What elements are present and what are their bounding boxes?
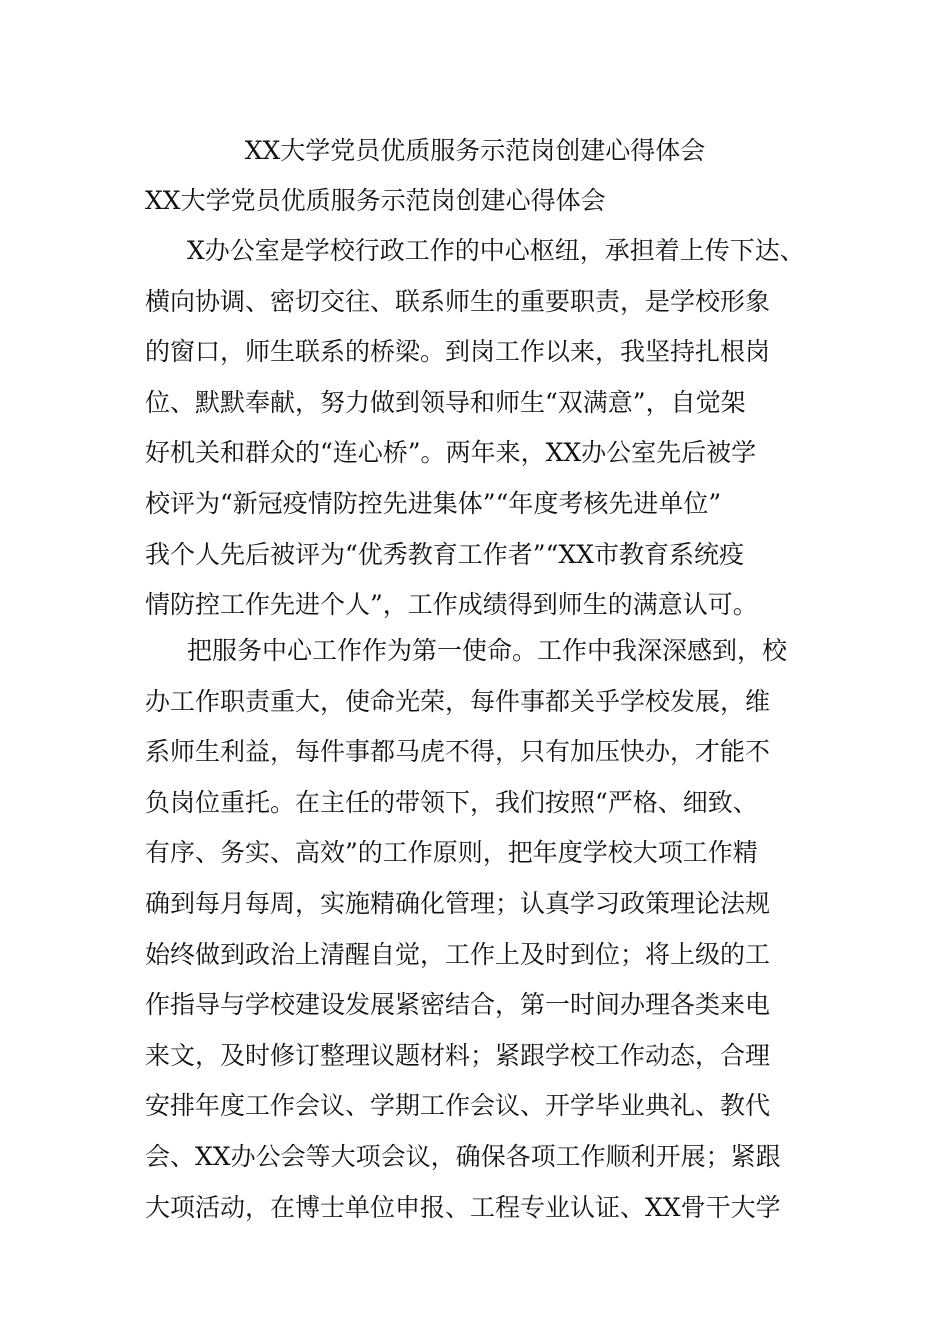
paragraph-line: 负岗位重托。在主任的带领下，我们按照“严格、细致、 <box>145 787 758 817</box>
paragraph-line: 安排年度工作会议、学期工作会议、开学毕业典礼、教代 <box>145 1091 771 1121</box>
document-subtitle: XX大学党员优质服务示范岗创建心得体会 <box>145 186 606 215</box>
paragraph-line: 系师生利益，每件事都马虎不得，只有加压快办，才能不 <box>145 737 771 767</box>
paragraph-line: 作指导与学校建设发展紧密结合，第一时间办理各类来电 <box>145 990 771 1020</box>
paragraph-line: 我个人先后被评为“优秀教育工作者”“XX市教育系统疫 <box>145 539 744 569</box>
document-title: XX大学党员优质服务示范岗创建心得体会 <box>244 136 706 165</box>
paragraph-line: 情防控工作先进个人”，工作成绩得到师生的满意认可。 <box>145 590 758 620</box>
paragraph-line: 确到每月每周，实施精确化管理；认真学习政策理论法规 <box>145 888 771 918</box>
paragraph-line: 大项活动，在博士单位申报、工程专业认证、XX骨干大学 <box>145 1192 781 1222</box>
paragraph-line: 位、默默奉献，努力做到领导和师生“双满意”，自觉架 <box>145 387 746 417</box>
paragraph-line: X办公室是学校行政工作的中心枢纽，承担着上传下达、 <box>187 236 805 265</box>
paragraph-line: 把服务中心工作作为第一使命。工作中我深深感到，校 <box>187 636 788 665</box>
paragraph-line: 有序、务实、高效”的工作原则，把年度学校大项工作精 <box>145 838 758 868</box>
paragraph-line: 的窗口，师生联系的桥梁。到岗工作以来，我坚持扎根岗 <box>145 337 771 367</box>
paragraph-line: 办工作职责重大，使命光荣，每件事都关乎学校发展，维 <box>145 686 771 716</box>
paragraph-line: 始终做到政治上清醒自觉，工作上及时到位；将上级的工 <box>145 939 771 969</box>
paragraph-service <box>145 626 825 1233</box>
paragraph-intro <box>145 226 825 631</box>
paragraph-line: 来文，及时修订整理议题材料；紧跟学校工作动态，合理 <box>145 1040 771 1070</box>
paragraph-line: 校评为“新冠疫情防控先进集体”“年度考核先进单位” <box>145 488 722 518</box>
paragraph-line: 好机关和群众的“连心桥”。两年来，XX办公室先后被学 <box>145 438 757 468</box>
paragraph-line: 会、XX办公会等大项会议，确保各项工作顺利开展；紧跟 <box>145 1141 781 1171</box>
paragraph-line: 横向协调、密切交往、联系师生的重要职责，是学校形象 <box>145 286 771 316</box>
